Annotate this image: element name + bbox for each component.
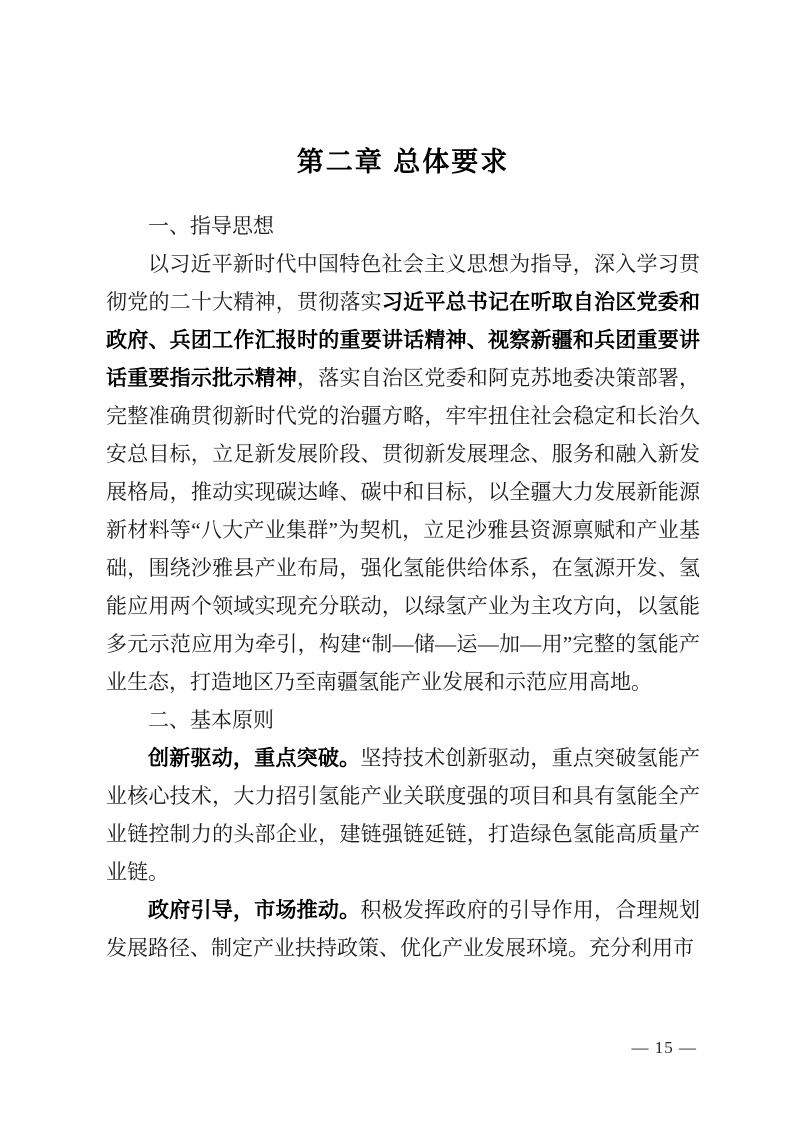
text-run: 积极发挥政府的引导作用，合理规划发展路径、制定产业扶持政策、优化产业发展环境。充分利用市 [106,898,701,960]
text-run: 坚持技术创新驱动，重点突破氢能产业核心技术，大力招引氢能产业关联度强的项目和具有氢能全产业链控制力的头部企业，建链强链延链，打造绿色氢能高质量产业链。 [106,746,701,884]
section-heading-guiding-ideology [106,207,700,245]
paragraph-government-guidance [106,891,700,967]
text-run: ，落实自治区党委和阿克苏地委决策部署，完整准确贯彻新时代党的治疆方略，牢牢扭住社会稳定和长治久安总目标，立足新发展阶段、贯彻新发展理念、服务和融入新发展格局，推动实现碳达峰、碳中和目标，以全疆大力发展新能源新材料等“八大产业集群”为契机，立足沙雅县资源禀赋和产业基础，围绕沙雅县产业布局，强化氢能供给体系，在氢源开发、氢能应用两个领域实现充分联动，以绿氢产业为主攻方向，以氢能多元示范应用为牵引，构建“制—储—运—加—用”完整的氢能产业生态，打造地区乃至南疆氢能产业发展和示范应用高地。 [106,366,700,694]
text-run: 以习近平新时代中国特色社会主义思想为指导，深入学习贯彻党的二十大精神，贯彻落实 [106,252,700,314]
bold-text-run: 创新驱动，重点突破。 [148,746,361,770]
page-number: — 15 — [631,1038,697,1057]
section-heading-basic-principles [106,701,700,739]
page-content [106,0,700,967]
paragraph-innovation-driven [106,739,700,891]
text-run: 一、指导思想 [148,214,274,238]
chapter-title: 第二章 总体要求 [296,147,510,177]
paragraph-guiding-ideology [106,245,700,701]
text-run: 二、基本原则 [148,708,274,732]
body-text [106,207,700,967]
bold-text-run: 习近平总书记在听取自治区党委和政府、兵团工作汇报时的重要讲话精神、视察新疆和兵团重要讲话重要指示批示精神 [106,290,701,390]
bold-text-run: 政府引导，市场推动。 [148,898,361,922]
